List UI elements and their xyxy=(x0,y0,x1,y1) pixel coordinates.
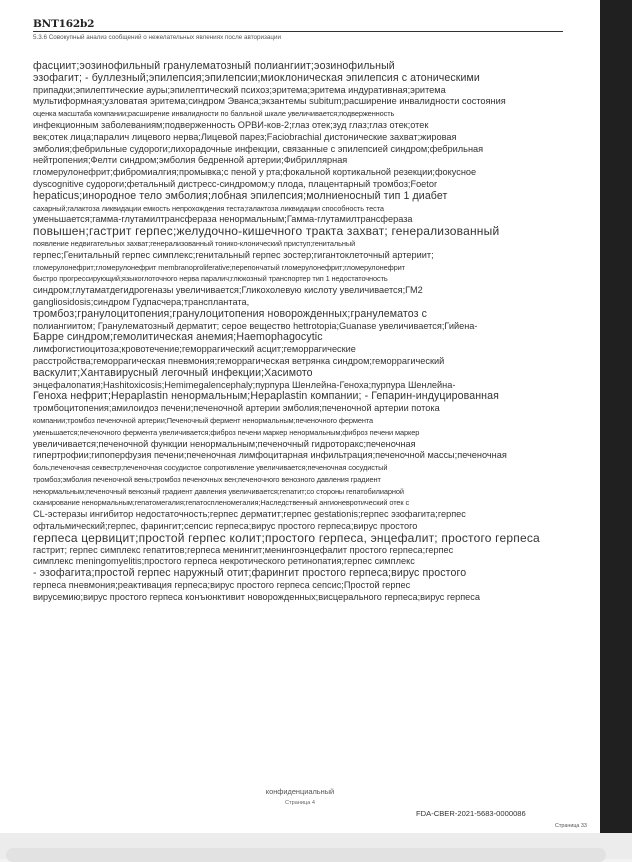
text-line: инфекционным заболеваниям;подверженность ОРВИ-ков-2;глаз отек;зуд глаз;глаз отек;отек xyxy=(33,119,429,130)
text-line: васкулит;Хантавирусный легочный инфекции;Хасимото xyxy=(33,367,313,379)
text-line: сахарный;галактоза ликвидации емкость непрохождения теста;галактоза ликвидации способность теста xyxy=(33,203,384,213)
text-line: герпеса цервицит;простой герпес колит;простого герпеса, энцефалит; простого герпеса xyxy=(33,532,540,545)
text-line: полиангиитом; Гранулематозный дерматит; серое вещество hettrotopia;Guanase увеличивается;Гийена- xyxy=(33,320,478,331)
text-line: gangliosidosis;синдром Гудпасчера;трансплантата, xyxy=(33,296,250,307)
footer-confidential: конфиденциальный xyxy=(265,787,335,796)
text-line: увеличивается;печеночной функции ненормальным;печеночный гидроторакс;печеночная xyxy=(33,438,416,449)
header-rule xyxy=(33,31,563,32)
text-line: Барре синдром;гемолитическая анемия;Haemophagocytic xyxy=(33,332,323,344)
text-line: CL-эстеразы ингибитор недостаточность;герпес дерматит;герпес gestationis;герпес эзофагита;герпес xyxy=(33,509,466,520)
text-line: гломерулонефрит;гломерулонефрит membranoproliferative;перепончатый гломерулонефрит;гломерулонефрит xyxy=(33,262,405,272)
text-line: тромбоз;гранулоцитопения;гранулоцитопения новорожденных;гранулематоз с xyxy=(33,308,428,320)
text-line: гастрит; герпес симплекс гепатитов;герпеса менингит;менингоэнцефалит простого герпеса;герпес xyxy=(33,544,454,555)
text-line: ненормальным;печеночный венозный градиент давления увеличивается;гепатит;со стороны гепатобилиарной xyxy=(33,486,404,496)
footer-page-number: Страница 4 xyxy=(284,800,316,806)
text-line: тромбоцитопения;амилоидоз печени;печеночной артерии эмболия;печеночной артерии потока xyxy=(33,403,440,414)
viewer-page-number: Страница 33 xyxy=(555,823,587,829)
viewer-bottom-input[interactable] xyxy=(6,848,606,862)
text-line: эмболия;фебрильные судороги;лихорадочные инфекции, связанные с эпилепсией синдром;фебрильная xyxy=(33,143,484,154)
text-line: гломерулонефрит;фибромиалгия;промывка;с пеной у рта;фокальной кортикальной резекции;фокусное xyxy=(33,167,477,178)
text-line: компании;тромбоз печеночной артерии;Печеночный фермент ненормальным;печеночного фермента xyxy=(33,415,374,425)
text-line: век;отек лица;паралич лицевого нерва;Лицевой парез;Faciobrachial дистонические захват;жировая xyxy=(33,131,457,142)
text-line: герпес;Генитальный герпес симплекс;генитальный герпес зостер;гигантоклеточный артериит; xyxy=(33,249,434,260)
text-line: расстройства;геморрагическая пневмония;геморрагическая ветрянка синдром;геморрагический xyxy=(33,355,445,366)
text-line: уменьшается;печеночного фермента увеличивается;фиброз печени маркер ненормальным;фиброз печени маркер xyxy=(33,427,420,437)
text-line: фасциит;эозинофильный гранулематозный полиангиит;эозинофильный xyxy=(33,61,395,72)
viewer-scrollbar[interactable] xyxy=(600,0,632,833)
text-line: гипертрофии;гипоперфузия печени;печеночная лимфоцитарная инфильтрация;печеночной массы;печеночная xyxy=(33,450,507,461)
text-line: симплекс meningomyelitis;простого герпеса некротического ретинопатия;герпес симплекс xyxy=(33,556,415,567)
text-line: - эзофагита;простой герпес наружный отит;фарингит простого герпеса;вирус простого xyxy=(33,568,467,580)
text-line: боль;печеночная секвестр;печеночная сосудистое сопротивление увеличивается;печеночная сосудистый xyxy=(33,463,388,473)
text-line: мультиформная;узловатая эритема;синдром Эванса;экзантемы subitum;расширение инвалидности состояния xyxy=(33,96,506,107)
text-line: оценка масштаба компании;расширение инвалидности по балльной шкале увеличивается;подверженность xyxy=(33,109,395,119)
text-line: тромбоз;эмболия печеночной вены;тромбоз печеночных вен;печеночного венозного давления градиент xyxy=(33,474,381,484)
text-line: hepaticus;инородное тело эмболия;лобная эпилепсия;молниеносный тип 1 диабет xyxy=(33,190,448,202)
footer-document-id: FDA-CBER-2021-5683-0000086 xyxy=(416,809,526,818)
text-line: dyscognitive судороги;фетальный дистресс-синдромом;у плода, плацентарный тромбоз;Foetor xyxy=(33,178,438,189)
text-line: появление недвигательных захват;генерализованный тонико-клонический приступ;генитальный xyxy=(33,238,356,248)
text-line: эзофагит; - буллезный;эпилепсия;эпилепсии;миоклоническая эпилепсия с атоническими xyxy=(33,72,480,84)
text-line: герпеса пневмония;реактивация герпеса;вирус простого герпеса сепсис;Простой герпес xyxy=(33,580,411,591)
text-line: синдром;глутаматдегидрогеназы увеличивается;Гликохолевую кислоту увеличивается;ГМ2 xyxy=(33,285,423,296)
document-title: BNT162b2 xyxy=(33,18,95,30)
text-line: припадки;эпилептические ауры;эпилептический психоз;эритема;эритема индуративная;эритема xyxy=(33,84,446,95)
text-line: уменьшается;гамма-глутамилтрансфераза ненормальным;Гамма-глутамилтрансфераза xyxy=(33,214,413,225)
text-line: быстро прогрессирующий;языкоглоточного нерва паралич;глюкозный транспортер тип 1 недостаточность xyxy=(33,274,388,284)
text-line: повышен;гастрит герпес;желудочно-кишечного тракта захват; генерализованный xyxy=(33,226,500,238)
body-text xyxy=(33,61,563,604)
section-heading: 5.3.6 Совокупный анализ сообщений о нежелательных явлениях после авторизации xyxy=(33,34,282,41)
text-line: Геноха нефрит;Hepaplastin ненормальным;Hepaplastin компании; - Гепарин-индуцированная xyxy=(33,391,499,403)
text-line: энцефалопатия;Hashitoxicosis;Hemimegalencephaly;пурпура Шенлейна-Геноха;пурпура Шенлейна- xyxy=(33,379,456,390)
text-line: лимфогистиоцитоза;кровотечение;геморрагический асцит;геморрагические xyxy=(33,344,356,355)
text-line: офтальмический;герпес, фарингит;сепсис герпеса;вирус простого герпеса;вирус простого xyxy=(33,521,418,532)
text-line: сканирование ненормальным;гепатомегалия;гепатоспленомегалия;Наследственный ангионевротический отек с xyxy=(33,498,410,508)
text-line: нейтропения;Фелти синдром;эмболия бедренной артерии;Фибриллярная xyxy=(33,155,348,166)
text-line: вирусемию;вирус простого герпеса конъюнктивит новорожденных;висцерального герпеса;вирус герпеса xyxy=(33,591,480,602)
